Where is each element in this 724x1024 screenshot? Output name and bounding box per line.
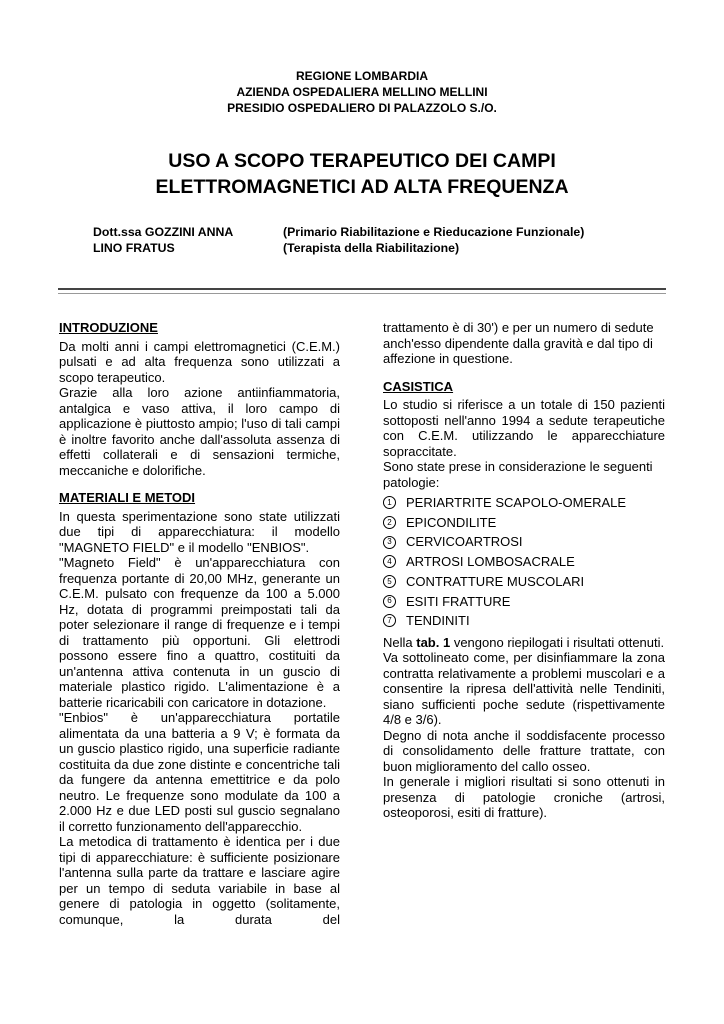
left-column [59,320,340,939]
paragraph: In questa sperimentazione sono state utilizzati due tipi di apparecchiatura: il modello "MAGNETO FIELD" e il modello "ENBIOS". [59,508,340,555]
paragraph: Lo studio si riferisce a un totale di 150 pazienti sottoposti nell'anno 1994 a sedute terapeutiche con C.E.M. utilizzando le apparecchiature sopraccitate. [383,397,665,459]
paragraph: Sono state prese in considerazione le seguenti patologie: [383,459,653,490]
list-item-label: TENDINITI [406,613,470,629]
pathology-list [383,493,665,631]
section-materiali-continued [383,320,665,367]
author-role: (Terapista della Riabilitazione) [283,241,460,255]
paragraph [383,635,665,651]
list-item-label: EPICONDILITE [406,514,497,530]
paragraph: "Enbios" è un'apparecchiatura portatile alimentata da una batteria a 9 V; è formata da un guscio plastico rigido, una superficie radiante costituita da due zone distinte e concentriche tali da fungere da antenna emettitrice e da polo neutro. Le frequenze sono modulate da 100 a 2.000 Hz e due LED posti sul guscio segnalano il corretto funzionamento dell'apparecchio. [59,710,340,834]
right-column [383,320,665,833]
text-run: Nella [383,634,417,650]
author-name: Dott.ssa GOZZINI ANNA [93,225,234,239]
title-line-1: USO A SCOPO TERAPEUTICO DEI CAMPI [168,150,556,172]
author-name: LINO FRATUS [93,241,175,255]
paragraph: La metodica di trattamento è identica per i due tipi di apparecchiature: è sufficiente posizionare l'antenna sulla parte da trattare e lasciare agire per un tempo di seduta variabile in base al genere di patologia in oggetto (solitamente, comunque, la durata del [59,834,340,927]
author-row [93,240,653,256]
section-casistica [383,379,665,821]
section-materiali [59,490,340,927]
title-line-2: ELETTROMAGNETICI AD ALTA FREQUENZA [155,176,569,198]
paper-title [0,148,724,200]
text-run: vengono riepilogati i risultati ottenuti. [450,634,665,650]
list-item [383,611,665,631]
section-introduzione [59,320,340,478]
list-item [383,591,665,611]
list-item-label: ESITI FRATTURE [406,593,511,609]
header-presidio: PRESIDIO OSPEDALIERO DI PALAZZOLO S./O. [227,101,497,115]
circled-number-icon: 4 [383,555,396,568]
header-region: REGIONE LOMBARDIA [296,69,428,83]
circled-number-icon: 5 [383,575,396,588]
circled-number-icon: 7 [383,614,396,627]
circled-number-icon: 1 [383,496,396,509]
list-item [383,572,665,592]
paragraph: Da molti anni i campi elettromagnetici (C.E.M.) pulsati e ad alta frequenza sono utilizzati a scopo terapeutico. [59,338,340,385]
section-heading: INTRODUZIONE [59,320,158,335]
circled-number-icon: 3 [383,536,396,549]
circled-number-icon: 2 [383,516,396,529]
circled-number-icon: 6 [383,595,396,608]
list-item-label: CERVICOARTROSI [406,534,523,550]
header-hospital: AZIENDA OSPEDALIERA MELLINO MELLINI [236,85,488,99]
list-item-label: CONTRATTURE MUSCOLARI [406,573,585,589]
list-item [383,552,665,572]
paragraph: Grazie alla loro azione antiinfiammatoria, antalgica e vaso attiva, il loro campo di applicazione è piuttosto ampio; l'uso di tali campi è inoltre favorito anche dall'assoluta assenza di effetti collaterali e di sensazioni termiche, meccaniche e dolorifiche. [59,385,340,478]
paragraph: "Magneto Field" è un'apparecchiatura con frequenza portante di 20,00 MHz, generante un C.E.M. pulsato con frequenze da 100 a 5.000 Hz, dotata di programmi preimpostati tali da poter selezionare il range di frequenze e i tempi di trattamento più opportuni. Gli elettrodi possono essere fino a quattro, costituiti da un'antenna attiva contenuta in un guscio di materiale plastico rigido. L'alimentazione è a batterie ricaricabili con caricatore in dotazione. [59,555,340,710]
list-item [383,513,665,533]
list-item [383,493,665,513]
paragraph: Va sottolineato come, per disinfiammare la zona contratta relativamente a problemi muscolari e a consentire la ripresa dell'attività nelle Tendiniti, siano sufficienti poche sedute (rispettivamente 4/8 e 3/6). [383,650,665,728]
list-item-label: ARTROSI LOMBOSACRALE [406,554,575,570]
section-heading: CASISTICA [383,378,454,394]
paragraph: trattamento è di 30') e per un numero di sedute anch'esso dipendente dalla gravità e dal tipo di affezione in questione. [383,320,654,366]
section-heading: MATERIALI E METODI [59,490,196,505]
paragraph: In generale i migliori risultati si sono ottenuti in presenza di patologie croniche (artrosi, osteoporosi, esiti di fratture). [383,774,665,821]
author-row [93,224,653,240]
author-role: (Primario Riabilitazione e Rieducazione Funzionale) [283,225,585,239]
list-item-label: PERIARTRITE SCAPOLO-OMERALE [406,495,627,511]
author-block [93,224,653,256]
list-item [383,532,665,552]
paragraph: Degno di nota anche il soddisfacente processo di consolidamento delle fratture trattate, con buon miglioramento del callo osseo. [383,727,665,774]
header-divider [58,288,666,294]
institution-header [0,68,724,116]
table-reference: tab. 1 [416,634,451,650]
